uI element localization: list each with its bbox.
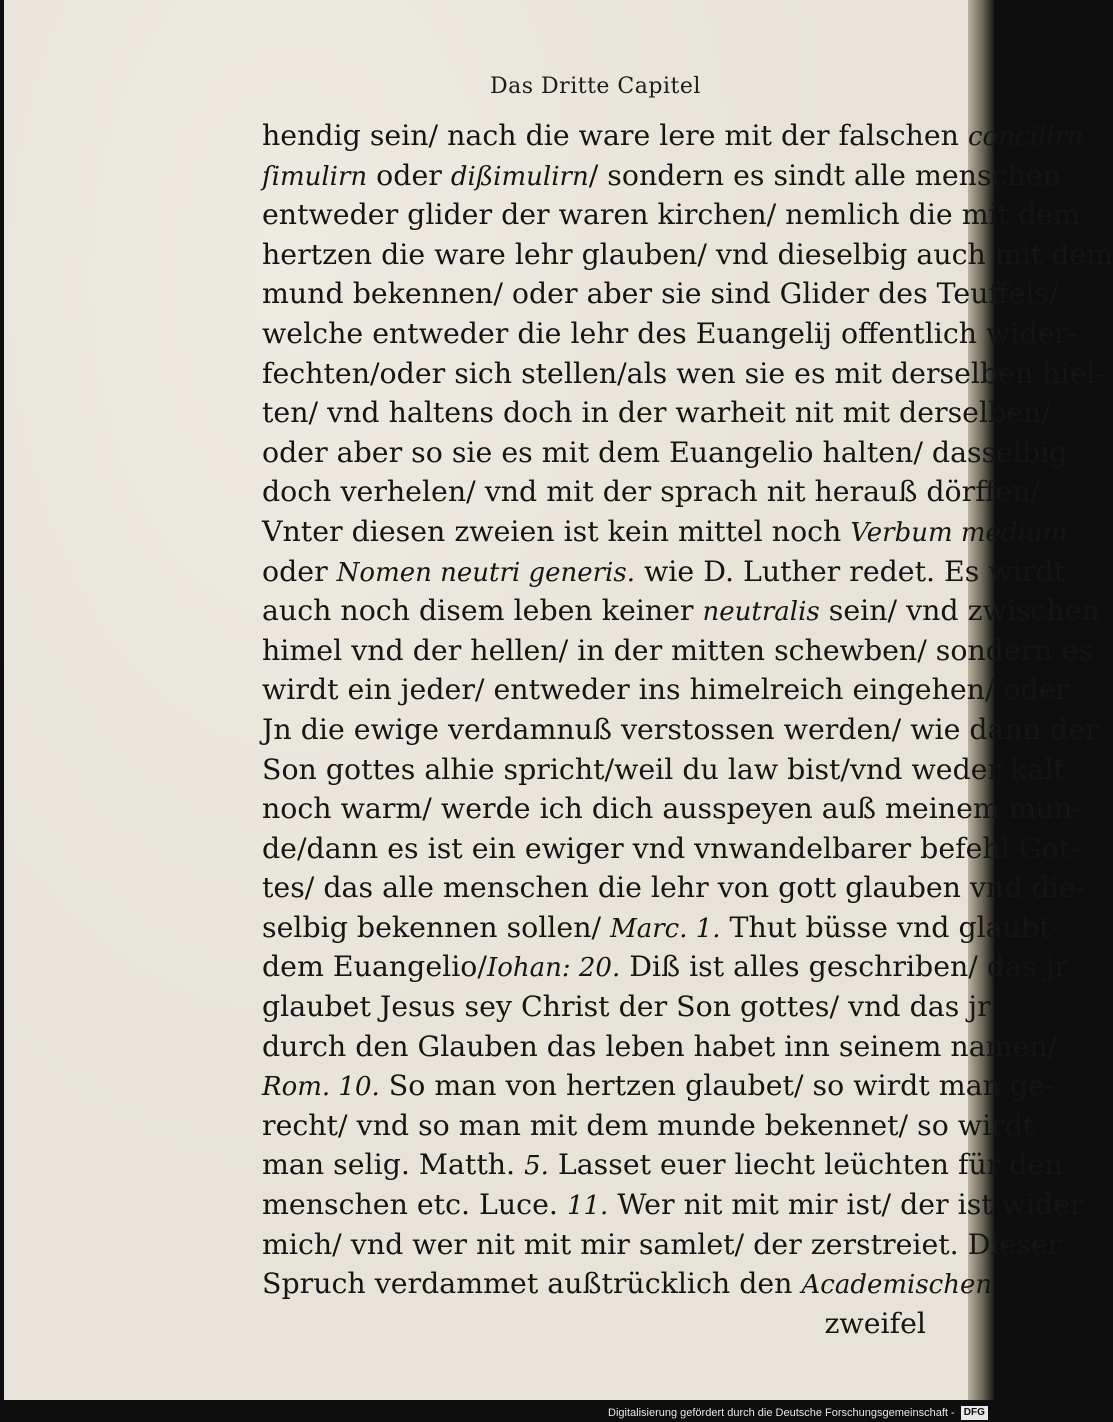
text-line (262, 750, 1065, 790)
text-run: oder aber so sie es mit dem Euangelio halten/ dasselbig (262, 435, 1068, 469)
text-line (262, 1106, 1035, 1146)
running-title: Das Dritte Capitel (490, 74, 701, 99)
text-line (262, 274, 1059, 314)
latin-italic-run: Marc. 1. (610, 913, 721, 944)
text-line (262, 631, 1093, 671)
text-run: mich/ vnd wer nit mit mir samlet/ der zerstreiet. Dieser (262, 1227, 1062, 1261)
text-line (262, 1185, 1084, 1225)
catchword: zweifel (824, 1306, 926, 1340)
text-run: ten/ vnd haltens doch in der warheit nit mit derselben/ (262, 396, 1051, 430)
text-line (262, 512, 1068, 552)
text-line (262, 433, 1068, 473)
text-run: wirdt ein jeder/ entweder ins himelreich eingehen/ oder (262, 673, 1070, 707)
latin-italic-run: Nomen neutri generis. (336, 557, 635, 588)
text-run: Thut büsse vnd glaubt (720, 910, 1051, 944)
text-run: himel vnd der hellen/ in der mitten schewben/ sondern es (262, 633, 1093, 667)
text-line (262, 908, 1051, 948)
text-run: Jn die ewige verdamnuß verstossen werden/ wie dann der (262, 712, 1099, 746)
text-run: hertzen die ware lehr glauben/ vnd dieselbig auch mit dem (262, 237, 1113, 271)
text-run: doch verhelen/ vnd mit der sprach nit herauß dörffen/ (262, 475, 1041, 509)
text-run: entweder glider der waren kirchen/ nemlich die mit dem (262, 198, 1081, 232)
latin-italic-run: Iohan: 20. (486, 953, 621, 984)
latin-italic-run: 5. (524, 1151, 549, 1182)
text-run: tes/ das alle menschen die lehr von gott glauben vnd die- (262, 871, 1086, 905)
text-line (262, 1225, 1062, 1265)
text-run: menschen etc. Luce. (262, 1188, 567, 1222)
text-run: wie D. Luther redet. Es wirdt (634, 554, 1065, 588)
text-run: auch noch disem leben keiner (262, 594, 703, 628)
latin-italic-run: concilirn (967, 122, 1084, 152)
latin-italic-run: Verbum medium (850, 517, 1068, 548)
text-run: recht/ vnd so man mit dem munde bekennet/ so wirdt (262, 1108, 1035, 1142)
text-run: fechten/oder sich stellen/als wen sie es mit derselben hiel- (262, 356, 1106, 390)
text-line (262, 314, 1078, 354)
text-run: Wer nit mit mir ist/ der ist wider (608, 1188, 1084, 1222)
text-run: Diß ist alles geschriben/ das jr (620, 950, 1068, 984)
text-run: sein/ vnd zwischen (819, 594, 1100, 628)
text-line (262, 710, 1099, 750)
dfg-logo: DFG (961, 1406, 988, 1420)
text-line (262, 670, 1070, 710)
text-line (262, 354, 1106, 394)
text-line (262, 156, 1061, 196)
text-line (262, 829, 1080, 869)
text-line (262, 472, 1041, 512)
text-line (262, 1027, 1058, 1067)
text-run: welche entweder die lehr des Euangelij offentlich wider- (262, 316, 1078, 350)
text-run: So man von hertzen glaubet/ so wirdt man ge- (379, 1069, 1055, 1103)
text-line (262, 552, 1065, 592)
page-body-text (262, 116, 1113, 1343)
text-run: Lasset euer liecht leüchten für den (548, 1148, 1063, 1182)
digitization-footer (608, 1404, 1000, 1422)
text-line (262, 393, 1051, 433)
text-run: noch warm/ werde ich dich ausspeyen auß meinem mun- (262, 792, 1082, 826)
latin-italic-run: Rom. 10. (262, 1072, 380, 1103)
text-run: oder (367, 158, 451, 192)
text-run: Son gottes alhie spricht/weil du law bist/vnd weder kalt (262, 752, 1065, 786)
text-run: mund bekennen/ oder aber sie sind Glider des Teuffels/ (262, 277, 1059, 311)
text-line (262, 1145, 1063, 1185)
text-run: selbig bekennen sollen/ (262, 910, 611, 944)
text-line (262, 947, 1068, 987)
text-run: man selig. Matth. (262, 1148, 525, 1182)
footer-notice: Digitalisierung gefördert durch die Deutsche Forschungsgemeinschaft - (608, 1407, 955, 1419)
text-line (262, 789, 1082, 829)
latin-italic-run: Academischen (801, 1270, 993, 1301)
text-run: hendig sein/ nach die ware lere mit der falschen (262, 119, 968, 152)
text-line (262, 116, 1084, 156)
text-run: Vnter diesen zweien ist kein mittel noch (262, 514, 851, 548)
text-run: glaubet Jesus sey Christ der Son gottes/ vnd das jr (262, 990, 991, 1024)
latin-italic-run: dißimulirn (450, 161, 589, 192)
latin-italic-run: 11. (566, 1191, 609, 1222)
latin-italic-run: ſimulirn (262, 161, 368, 192)
latin-italic-run: neutralis (702, 597, 820, 628)
text-run: oder (262, 554, 337, 588)
text-run: Spruch verdammet außtrücklich den (262, 1267, 802, 1301)
text-line (262, 987, 991, 1027)
text-line (262, 591, 1100, 631)
text-run: / sondern es sindt alle menschen (588, 158, 1061, 192)
text-line (262, 235, 1113, 275)
text-line (262, 1264, 993, 1304)
text-line (262, 195, 1081, 235)
text-line (262, 1066, 1055, 1106)
text-run: de/dann es ist ein ewiger vnd vnwandelbarer befehl Got- (262, 831, 1080, 865)
text-line (262, 868, 1086, 908)
text-run: durch den Glauben das leben habet inn seinem namen/ (262, 1029, 1058, 1063)
text-run: dem Euangelio/ (262, 950, 487, 984)
